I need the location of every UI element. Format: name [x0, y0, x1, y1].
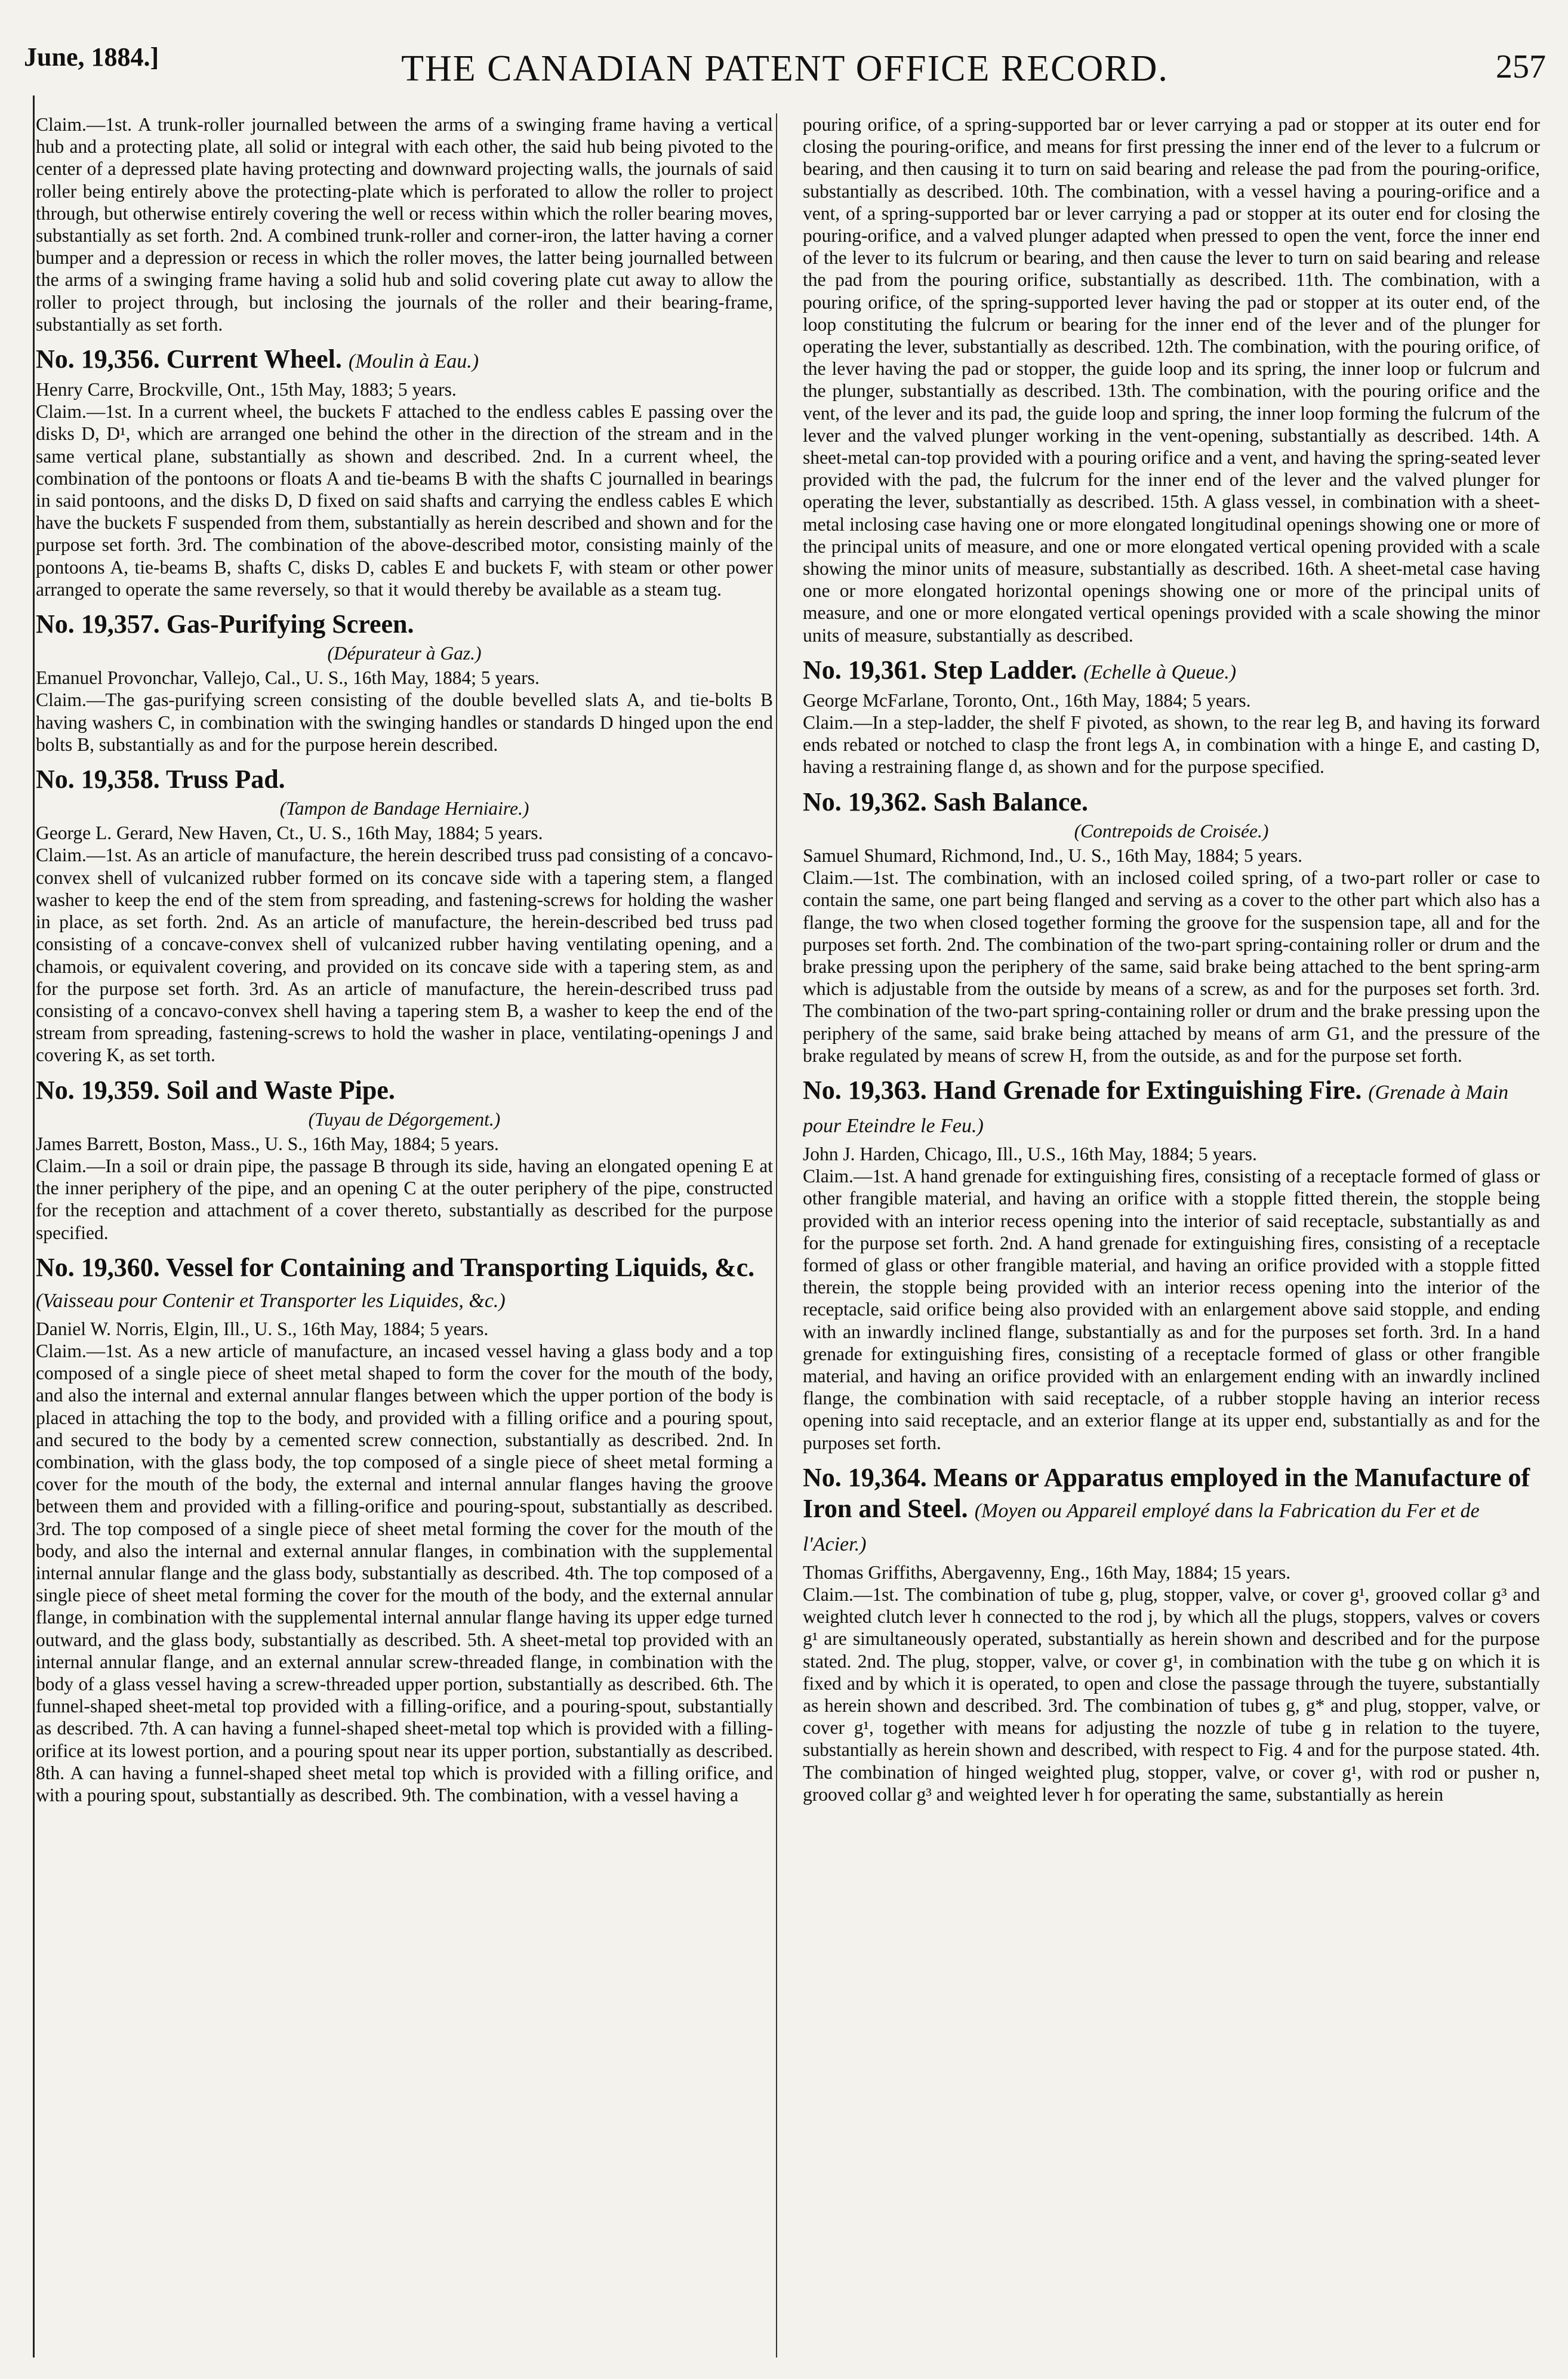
french-title: (Grenade à Main pour Eteindre le Feu.) [803, 1081, 1509, 1137]
claim-text: Claim.—1st. As a new article of manufacture, an incased vessel having a glass body and a top composed of a single piece of sheet metal shaped to form the cover for the mouth of the body, and also the internal and external annular flanges between which the upper portion of the body is placed in attaching the top to the body, and provided with a filling orifice and a pouring spout, and secured to the body by a cemented screw connection, substantially as described. 2nd. In combination, with the glass body, the top composed of a single piece of sheet metal forming a cover for the mouth of the body, the external and internal annular flanges having the groove between them and provided with a filling-orifice and pouring-spout, substantially as described. 3rd. The top composed of a single piece of sheet metal forming the cover for the mouth of the body, and also the internal and external annular flanges, in combination with the supplemental internal annular flange and the glass body, substantially as described. 4th. The top composed of a single piece of sheet metal forming the cover for the mouth of the body, and the external annular flange, in combination with the supplemental internal annular flange having its upper edge turned outward, and the glass body, substantially as described. 5th. A sheet-metal top provided with an internal annular flange, and an external annular screw-threaded flange, in combination with the body of a glass vessel having a screw-threaded upper portion, substantially as described. 6th. The funnel-shaped sheet-metal top provided with a filling-orifice, and a pouring-spout, substantially as described. 7th. A can having a funnel-shaped sheet-metal top which is provided with a filling-orifice at its lowest portion, and a pouring spout near its upper portion, substantially as described. 8th. A can having a funnel-shaped sheet metal top which is provided with a filling orifice, and with a pouring spout, substantially as described. 9th. The combination, with a vessel having a [36, 1340, 773, 1805]
patent-title: Vessel for Containing and Transporting Liquids, &c. [166, 1252, 755, 1282]
patent-number: No. 19,361. [803, 655, 927, 685]
entry-heading [803, 1075, 1540, 1142]
patent-number: No. 19,356. [36, 344, 160, 374]
patent-number: No. 19,359. [36, 1075, 160, 1105]
french-title: (Dépurateur à Gaz.) [327, 643, 482, 664]
patent-entry-19359 [36, 1075, 773, 1244]
patent-number: No. 19,358. [36, 765, 160, 794]
claim-text: Claim.—1st. In a current wheel, the buckets F attached to the endless cables E passing over the disks D, D¹, which are arranged one behind the other in the direction of the stream and in the same vertical plane, substantially as shown and described. 2nd. In a current wheel, the combination of the pontoons or floats A and tie-beams B with the shafts C journalled in bearings in said pontoons, and the disks D, D fixed on said shafts and carrying the endless cables E which have the buckets F suspended from them, substantially as herein described and shown and for the purpose set forth. 3rd. The combination of the above-described motor, consisting mainly of the pontoons A, tie-beams B, shafts C, disks D, cables E and buckets F, with steam or other power arranged to operate the same reversely, so that it would thereby be available as a steam tug. [36, 401, 773, 600]
french-title: (Tuyau de Dégorgement.) [308, 1108, 501, 1130]
patent-number: No. 19,360. [36, 1252, 160, 1282]
entry-heading [36, 1252, 773, 1317]
patent-entry-19363 [803, 1075, 1540, 1454]
right-column [803, 113, 1540, 2363]
french-title: (Moulin à Eau.) [348, 350, 479, 373]
left-column [36, 113, 773, 2363]
entry-heading [36, 764, 773, 795]
patent-title: Gas-Purifying Screen. [166, 609, 414, 639]
entry-heading [803, 1462, 1540, 1560]
patent-entry-19361 [803, 655, 1540, 778]
patent-entry-19357 [36, 609, 773, 756]
french-title: (Contrepoids de Croisée.) [1074, 820, 1269, 842]
patent-number: No. 19,364. [803, 1462, 927, 1492]
patent-title: Truss Pad. [166, 765, 285, 794]
column-divider [776, 113, 777, 2358]
running-head [24, 24, 1546, 89]
french-title: (Vaisseau pour Contenir et Transporter les Liquides, &c.) [36, 1289, 506, 1312]
patent-entry-19358 [36, 764, 773, 1066]
patent-number: No. 19,357. [36, 609, 160, 639]
french-title: (Tampon de Bandage Herniaire.) [279, 798, 529, 819]
entry-heading [36, 609, 773, 640]
patent-title: Means or Apparatus employed in the Manufacture of Iron and Steel. [803, 1462, 1530, 1523]
entry-heading [803, 787, 1540, 818]
inventor-line: James Barrett, Boston, Mass., U. S., 16th May, 1884; 5 years. [36, 1133, 499, 1154]
patent-title: Current Wheel. [166, 344, 342, 374]
french-title: (Echelle à Queue.) [1083, 661, 1237, 683]
claim-text: Claim.—1st. The combination, with an inclosed coiled spring, of a two-part roller or case to contain the same, one part being flanged and serving as a cover to the other part which also has a flange, the two when closed together forming the groove for the suspension tape, all and for the purposes set forth. 2nd. The combination of the two-part spring-containing roller or drum and the brake pressing upon the periphery of the same, said brake being attached to the bent spring-arm which is adjustable from the outside by means of a screw, as and for the purposes set forth. 3rd. The combination of the two-part spring-containing roller or drum and the brake pressing upon the periphery of the same, said brake being attached by means of arm G1, and the pressure of the brake regulated by means of screw H, from the outside, as and for the purpose set forth. [803, 867, 1540, 1066]
claim-text: Claim.—1st. As an article of manufacture, the herein described truss pad consisting of a concavo-convex shell of vulcanized rubber formed on its concave side with a tapering stem, a flanged washer to keep the end of the stem from spreading, and fastening-screws for holding the washer in place, as set forth. 2nd. As an article of manufacture, the herein-described bed truss pad consisting of a concave-convex shell of vulcanized rubber having ventilating opening, and a chamois, or equivalent covering, and provided on its concave side with a tapering stem, as and for the purpose set forth. 3rd. As an article of manufacture, the herein-described truss pad consisting of a concavo-convex shell having a tapering stem B, a washer to keep the end of the stream from spreading, fastening-screws to hold the washer in place, ventilating-openings J and covering K, as set torth. [36, 845, 773, 1066]
patent-number: No. 19,363. [803, 1075, 927, 1105]
inventor-line: Samuel Shumard, Richmond, Ind., U. S., 16th May, 1884; 5 years. [803, 845, 1303, 866]
claim-text: Claim.—1st. A hand grenade for extinguishing fires, consisting of a receptacle formed of glass or other frangible material, and having an orifice with a stopple fitted therein, the stopple being provided with an interior recess opening into the interior of said receptacle, substantially as and for the purpose set forth. 2nd. A hand grenade for extinguishing fires, consisting of a receptacle formed of glass or other frangible material, and having an orifice provided with a stopple fitted therein, the stopple being provided with an interior recess opening into the interior of the receptacle, said orifice being also provided with an enlargement above said stopple, and ending with an inwardly inclined flange, substantially as and for the purposes set forth. 3rd. In a hand grenade for extinguishing fires, consisting of a receptacle formed of glass or other frangible material, and having an orifice provided with an enlargement ending with an inwardly inclined flange, the combination with said receptacle, of a rubber stopple having an interior recess opening into said receptacle, and an exterior flange at its upper end, substantially as and for the purposes set forth. [803, 1166, 1540, 1453]
entry-heading [803, 655, 1540, 688]
patent-entry-19364 [803, 1462, 1540, 1805]
inventor-line: George McFarlane, Toronto, Ont., 16th May, 1884; 5 years. [803, 689, 1251, 711]
patent-entry-19356 [36, 344, 773, 600]
claim-text: Claim.—1st. The combination of tube g, plug, stopper, valve, or cover g¹, grooved collar g³ and weighted clutch lever h connected to the rod j, by which all the plugs, stoppers, valves or covers g¹ are simultaneously operated, substantially as herein shown and described and for the purpose stated. 2nd. The plug, stopper, valve, or cover g¹, in combination with the tube g on which it is fixed and by which it is operated, to open and close the passage through the tuyere, substantially as herein shown and described. 3rd. The combination of tubes g, g* and plug, stopper, valve, or cover g¹, together with means for adjusting the nozzle of tube g in relation to the tuyere, substantially as herein shown and described, with respect to Fig. 4 and for the purpose stated. 4th. The combination of hinged weighted plug, stopper, valve, or cover g¹, with rod or pusher n, grooved collar g³ and weighted lever h for operating the same, substantially as herein [803, 1583, 1540, 1805]
patent-title: Hand Grenade for Extinguishing Fire. [933, 1075, 1362, 1105]
patent-entry-19362 [803, 787, 1540, 1067]
patent-number: No. 19,362. [803, 787, 927, 816]
patent-title: Soil and Waste Pipe. [166, 1075, 395, 1105]
claim-text: Claim.—The gas-purifying screen consisting of the double bevelled slats A, and tie-bolts B having washers C, in combination with the swinging handles or standards D hinged upon the end bolts B, substantially as and for the purpose herein described. [36, 689, 773, 755]
entry-heading [36, 344, 773, 377]
inventor-line: Emanuel Provonchar, Vallejo, Cal., U. S., 16th May, 1884; 5 years. [36, 667, 540, 689]
entry-heading [36, 1075, 773, 1106]
page-number: 257 [1496, 48, 1546, 85]
publication-title: THE CANADIAN PATENT OFFICE RECORD. [401, 48, 1169, 89]
inventor-line: John J. Harden, Chicago, Ill., U.S., 16th May, 1884; 5 years. [803, 1143, 1257, 1164]
patent-title: Step Ladder. [933, 655, 1077, 685]
continued-claim: pouring orifice, of a spring-supported bar or lever carrying a pad or stopper at its outer end for closing the pouring-orifice, and means for first pressing the inner end of the lever to a fulcrum or bearing, and then causing it to turn on said bearing and release the pad from the pouring-orifice, substantially as described. 10th. The combination, with a vessel having a pouring-orifice and a vent, of a spring-supported bar or lever carrying a pad or stopper at its outer end for closing the pouring-orifice, and a valved plunger adapted when pressed to open the vent, force the inner end of the lever to its fulcrum or bearing, and then cause the lever to turn on said bearing and release the pad from the pouring orifice, substantially as described. 11th. The combination, with a pouring orifice, of the spring-supported lever having the pad or stopper at its outer end, of the loop constituting the fulcrum or bearing for the inner end of the lever and of the plunger for operating the lever, substantially as described. 12th. The combination, with the pouring orifice, of the lever having the pad or stopper, the guide loop and its spring, the inner loop or fulcrum and the plunger, substantially as described. 13th. The combination, with the pouring orifice and the vent, of the lever and its pad, the guide loop and spring, the inner loop forming the fulcrum of the lever and the valved plunger working in the vent-opening, substantially as described. 14th. A sheet-metal can-top provided with a pouring orifice and a vent, and having the spring-seated lever provided with the pad, the fulcrum for the inner end of the lever and the valved plunger for operating the lever, substantially as described. 15th. A glass vessel, in combination with a sheet-metal inclosing case having one or more elongated longitudinal openings showing one or more of the principal units of measure, and one or more elongated vertical opening provided with a scale showing the minor units of measure, substantially as described. 16th. A sheet-metal case having one or more elongated horizontal openings showing one or more of the principal units of measure, and one or more elongated vertical openings provided with a scale showing the minor units of measure, substantially as described. [803, 114, 1540, 646]
continued-claim: Claim.—1st. A trunk-roller journalled between the arms of a swinging frame having a vertical hub and a protecting plate, all solid or integral with each other, the said hub being pivoted to the center of a depressed plate having protecting and downward projecting walls, the journals of said roller being entirely above the protecting-plate which is perforated to allow the roller to project through, but otherwise entirely covering the well or recess within which the roller bearing moves, substantially as set forth. 2nd. A combined trunk-roller and corner-iron, the latter having a corner bumper and a depression or recess in which the roller moves, the latter being journalled between the arms of a swinging frame having a solid hub and solid covering plate cut away to allow the roller to project through, but inclosing the journals of the roller and their bearing-frame, substantially as set forth. [36, 114, 773, 335]
claim-text: Claim.—In a step-ladder, the shelf F pivoted, as shown, to the rear leg B, and having its forward ends rebated or notched to clasp the front legs A, in combination with a hinge E, and casting D, having a restraining flange d, as shown and for the purpose specified. [803, 712, 1540, 778]
issue-date: June, 1884.] [24, 42, 159, 72]
patent-entry-19360 [36, 1252, 773, 1806]
inventor-line: Thomas Griffiths, Abergavenny, Eng., 16th May, 1884; 15 years. [803, 1561, 1291, 1583]
inventor-line: George L. Gerard, New Haven, Ct., U. S., 16th May, 1884; 5 years. [36, 822, 543, 844]
claim-text: Claim.—In a soil or drain pipe, the passage B through its side, having an elongated opening E at the inner periphery of the pipe, and an opening C at the outer periphery of the pipe, constructed for the reception and attachment of a cover thereto, substantially as described for the purpose specified. [36, 1155, 773, 1243]
french-title: (Moyen ou Appareil employé dans la Fabrication du Fer et de l'Acier.) [803, 1499, 1480, 1555]
patent-title: Sash Balance. [933, 787, 1088, 816]
inventor-line: Daniel W. Norris, Elgin, Ill., U. S., 16th May, 1884; 5 years. [36, 1318, 489, 1339]
inventor-line: Henry Carre, Brockville, Ont., 15th May, 1883; 5 years. [36, 379, 457, 400]
